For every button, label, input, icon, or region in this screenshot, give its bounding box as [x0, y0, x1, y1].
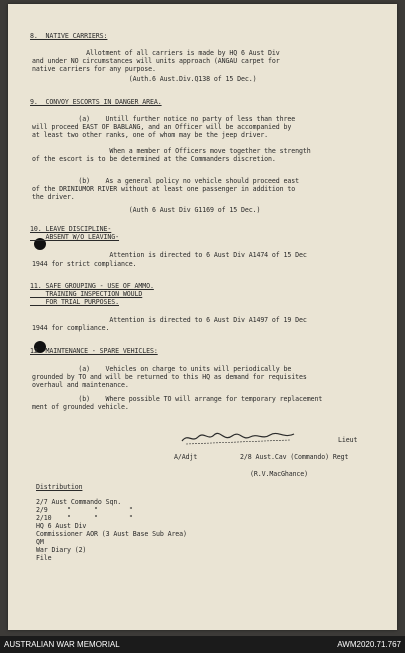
text-line: (a) Untill further notice no party of less than three — [32, 115, 296, 123]
text-line: Attention is directed to 6 Aust Div A1497 of 19 Dec — [32, 316, 307, 324]
auth-line: (Auth.6 Aust.Div.Q138 of 15 Dec.) — [32, 75, 257, 83]
text-line: ment of grounded vehicle. — [32, 403, 129, 411]
document-page — [8, 4, 397, 630]
text-line: 1944 for compliance. — [32, 324, 110, 332]
text-line: (b) Where possible TO will arrange for temporary replacement — [32, 395, 323, 403]
text-line: (a) Vehicles on charge to units will periodically be — [32, 365, 292, 373]
auth-line: (Auth 6 Aust Div G1169 of 15 Dec.) — [32, 206, 261, 214]
signature-adjt: A/Adjt — [174, 453, 198, 461]
text-line: of the escort is to be determined at the Commanders discretion. — [32, 155, 276, 163]
text-line: Allotment of all carriers is made by HQ 6 Aust Div — [32, 49, 280, 57]
signature-unit: 2/8 Aust.Cav (Commando) Regt — [240, 453, 349, 461]
distribution-item: HQ 6 Aust Div — [36, 522, 87, 530]
distribution-item: Commissioner AOR (3 Aust Base Sub Area) — [36, 530, 187, 538]
text-line: grounded by TO and will be returned to this HQ as demand for requisites — [32, 373, 307, 381]
section-11-subheading: FOR TRIAL PURPOSES. — [30, 298, 120, 306]
distribution-item: 2/9 " " " — [36, 506, 133, 514]
text-line: (b) As a general policy no vehicle should proceed east — [32, 177, 300, 185]
footer-source: AUSTRALIAN WAR MEMORIAL — [4, 640, 120, 649]
section-12-heading: 12. MAINTENANCE - SPARE VEHICLES: — [30, 347, 158, 355]
signature-name: (R.V.MacGhance) — [250, 470, 309, 478]
distribution-item: QM — [36, 538, 44, 546]
section-11-subheading: TRAINING INSPECTION WOULD — [30, 290, 143, 298]
distribution-item: War Diary (2) — [36, 546, 87, 554]
distribution-item: 2/10 " " " — [36, 514, 133, 522]
text-line: and under NO circumstances will units approach (ANGAU carpet for — [32, 57, 280, 65]
section-8-heading: 8. NATIVE CARRIERS: — [30, 32, 108, 40]
text-line: native carriers for any purpose. — [32, 65, 156, 73]
distribution-item: 2/7 Aust Commando Sqn. — [36, 498, 122, 506]
section-10-subheading: ABSENT W/O LEAVING- — [30, 233, 120, 241]
text-line: the driver. — [32, 193, 75, 201]
text-line: at least two other ranks, one of whom may be the jeep driver. — [32, 131, 269, 139]
section-9-heading: 9. CONVOY ESCORTS IN DANGER AREA. — [30, 98, 162, 106]
section-10-heading: 10. LEAVE DISCIPLINE- — [30, 225, 112, 233]
text-line: Attention is directed to 6 Aust Div A1474 of 15 Dec — [32, 251, 307, 259]
text-line: of the DRINIUMOR RIVER without at least one passenger in addition to — [32, 185, 296, 193]
handwritten-signature — [180, 429, 298, 447]
text-line: overhaul and maintenance. — [32, 381, 129, 389]
footer-accession-id: AWM2020.71.767 — [337, 640, 401, 649]
section-11-heading: 11. SAFE GROUPING - USE OF AMMO. — [30, 282, 154, 290]
distribution-heading: Distribution — [36, 483, 83, 491]
distribution-item: File — [36, 554, 52, 562]
footer-bar — [0, 636, 405, 653]
signature-rank: Lieut — [338, 436, 358, 444]
text-line: will proceed EAST OF BABLANG, and an Officer will be accompanied by — [32, 123, 292, 131]
text-line: When a member of Officers move together the strength — [32, 147, 311, 155]
text-line: 1944 for strict compliance. — [32, 260, 137, 268]
